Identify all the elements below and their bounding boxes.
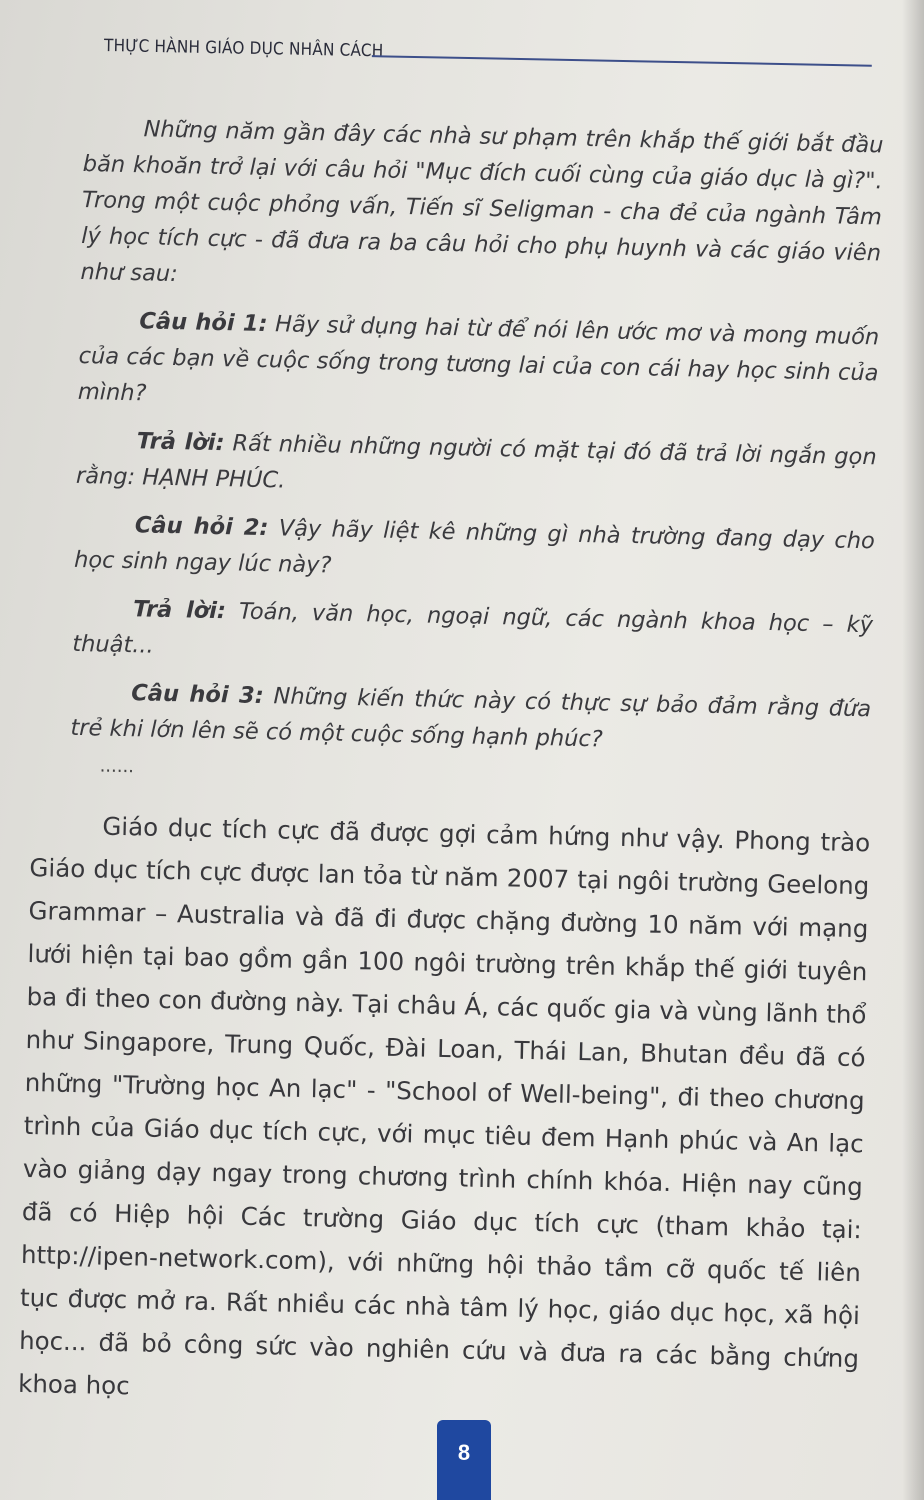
question-2 [74,506,875,595]
body-section [18,803,871,1423]
ellipsis: ...... [99,755,135,778]
interview-section [70,110,884,763]
question-1-label: Câu hỏi 1: [139,308,268,338]
question-3-text: Những kiến thức này có thực sự bảo đảm rằng đứa trẻ khi lớn lên sẽ có một cuộc sống hạnh phúc? [70,683,872,753]
question-1 [77,302,879,427]
page-content [17,110,884,1423]
answer-2 [72,590,873,679]
question-1-text: Hãy sử dụng hai từ để nói lên ước mơ và mong muốn của các bạn về cuộc sống trong tương lai của con cái hay học sinh của mình? [77,311,880,407]
answer-1-text: Rất nhiều những người có mặt tại đó đã trả lời ngắn gọn rằng: HẠNH PHÚC. [75,430,877,494]
answer-2-label: Trả lời: [132,596,227,625]
page-edge-shadow [902,0,924,1500]
question-2-label: Câu hỏi 2: [134,512,269,542]
header-rule [372,55,872,67]
body-paragraph: Giáo dục tích cực đã được gợi cảm hứng như vậy. Phong trào Giáo dục tích cực được lan tỏa từ năm 2007 tại ngôi trường Geelong Grammar – Australia và đã đi được chặng đường 10 năm với mạng lưới hiện tại bao gồm gần 100 ngôi trường trên khắp thế giới tuyên ba đi theo con đường này. Tại châu Á, các quốc gia và vùng lãnh thổ như Singapore, Trung Quốc, Đài Loan, Thái Lan, Bhutan đều đã có những "Trường học An lạc" - "School of Well-being", đi theo chương trình của Giáo dục tích cực, với mục tiêu đem Hạnh phúc và An lạc vào giảng dạy ngay trong chương trình chính khóa. Hiện nay cũng đã có Hiệp hội Các trường Giáo dục tích cực (tham khảo tại: http://ipen-network.com), với những hội thảo tầm cỡ quốc tế liên tục được mở ra. Rất nhiều các nhà tâm lý học, giáo dục học, xã hội học... đã bỏ công sức vào nghiên cứu và đưa ra các bằng chứng khoa học [17,811,871,1401]
running-header-title: THỰC HÀNH GIÁO DỤC NHÂN CÁCH [103,36,384,62]
answer-2-text: Toán, văn học, ngoại ngữ, các ngành khoa học – kỹ thuật... [72,598,874,659]
question-2-text: Vậy hãy liệt kê những gì nhà trường đang dạy cho học sinh ngay lúc này? [73,515,876,579]
question-3 [70,674,871,763]
answer-1 [76,422,877,511]
intro-paragraph: Những năm gần đây các nhà sư phạm trên khắp thế giới bắt đầu băn khoăn trở lại với câu hỏi "Mục đích cuối cùng của giáo dục là gì?". Trong một cuộc phỏng vấn, Tiến sĩ Seligman - cha đẻ của ngành Tâm lý học tích cực - đã đưa ra ba câu hỏi cho phụ huynh và các giáo viên như sau: [80,116,884,288]
question-3-label: Câu hỏi 3: [131,680,265,710]
page-number-tab: 8 [437,1420,491,1500]
running-header [104,36,884,71]
answer-1-label: Trả lời: [136,428,225,457]
